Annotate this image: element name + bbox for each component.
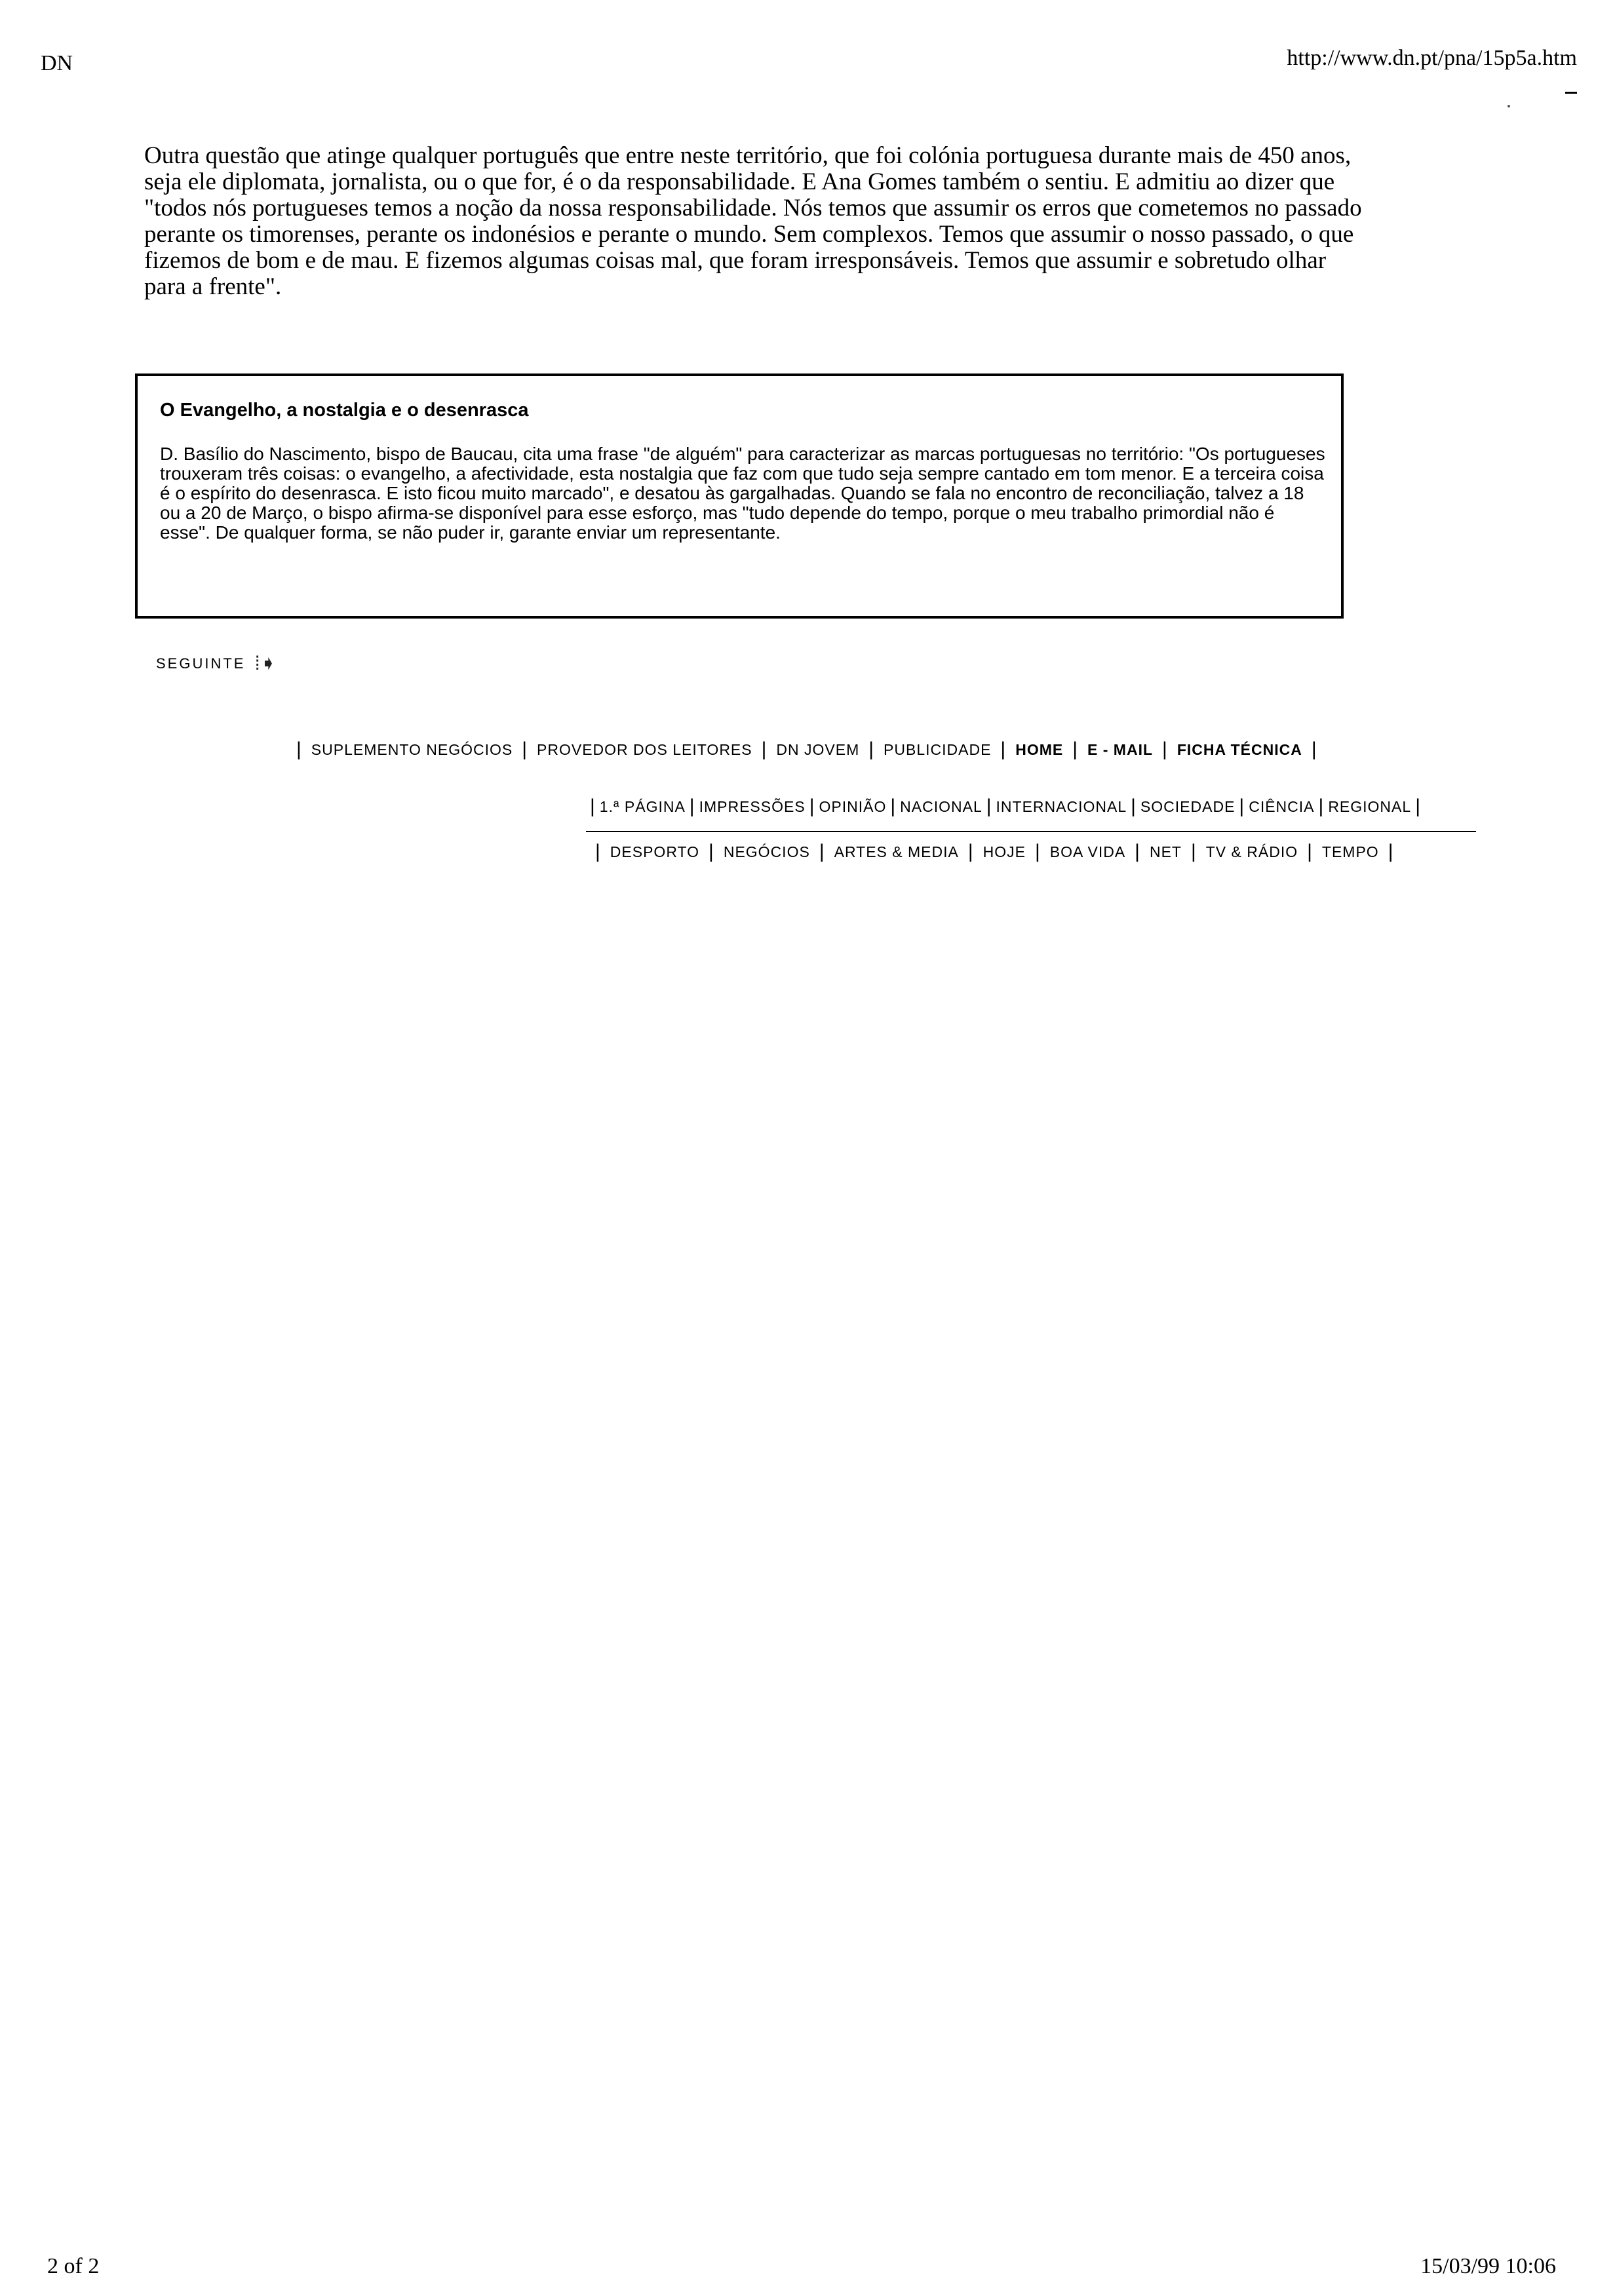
nav-link-row1-4[interactable]: HOME: [1015, 740, 1064, 758]
nav-divider: [586, 831, 1476, 832]
nav-link-row2-3[interactable]: NACIONAL: [900, 797, 983, 815]
nav-link-row2-1[interactable]: IMPRESSÕES: [699, 797, 806, 815]
nav-separator: |: [1311, 738, 1317, 760]
nav-separator: |: [590, 795, 596, 817]
nav-separator: |: [1000, 738, 1007, 760]
nav-separator: |: [967, 841, 974, 862]
nav-link-row3-2[interactable]: ARTES & MEDIA: [834, 843, 959, 860]
nav-separator: |: [1388, 841, 1394, 862]
sidebar-box: [135, 373, 1344, 619]
nav-row-sections-2: [586, 841, 1403, 863]
nav-separator: |: [1162, 738, 1168, 760]
nav-link-row1-5[interactable]: E - MAIL: [1087, 740, 1154, 758]
nav-link-row3-7[interactable]: TEMPO: [1321, 843, 1379, 860]
next-page-link[interactable]: [156, 652, 277, 675]
nav-link-row1-1[interactable]: PROVEDOR DOS LEITORES: [537, 740, 752, 758]
nav-link-row2-4[interactable]: INTERNACIONAL: [996, 797, 1127, 815]
next-page-label: SEGUINTE: [156, 655, 246, 672]
nav-link-row3-0[interactable]: DESPORTO: [610, 843, 700, 860]
nav-separator: |: [1135, 841, 1140, 862]
nav-row-services: [287, 738, 1327, 761]
print-header-site: DN: [41, 51, 73, 75]
nav-link-row2-2[interactable]: OPINIÃO: [819, 797, 887, 815]
scan-dot: [1508, 105, 1510, 107]
print-timestamp: 15/03/99 10:06: [1420, 2254, 1556, 2278]
sidebar-box-title: O Evangelho, a nostalgia e o desenrasca: [160, 400, 529, 421]
nav-link-row2-7[interactable]: REGIONAL: [1328, 797, 1412, 815]
nav-separator: |: [1239, 795, 1245, 817]
article-paragraph: Outra questão que atinge qualquer português que entre neste território, que foi colónia portuguesa durante mais de 450 anos, seja ele diplomata, jornalista, ou o que for, é o da responsabilidade. E Ana Gomes também o sentiu. E admitiu ao dizer que "todos nós portugueses temos a noção da nossa responsabilidade. Nós temos que assumir os erros que cometemos no passado perante os timorenses, perante os indonésios e perante o mundo. Sem complexos. Temos que assumir o nosso passado, o que fizemos de bom e de mau. E fizemos algumas coisas mal, que foram irresponsáveis. Temos que assumir e sobretudo olhar para a frente".: [144, 142, 1362, 300]
nav-link-row1-6[interactable]: FICHA TÉCNICA: [1177, 740, 1302, 758]
nav-separator: |: [890, 795, 897, 817]
nav-separator: |: [1190, 841, 1197, 862]
scan-mark: [1565, 92, 1577, 94]
nav-link-row1-0[interactable]: SUPLEMENTO NEGÓCIOS: [311, 740, 513, 758]
nav-link-row3-3[interactable]: HOJE: [983, 843, 1026, 860]
nav-separator: |: [809, 795, 815, 817]
print-header-url: http://www.dn.pt/pna/15p5a.htm: [1287, 46, 1577, 70]
nav-separator: |: [761, 738, 768, 760]
nav-separator: |: [522, 738, 528, 760]
nav-link-row2-0[interactable]: 1.ª PÁGINA: [599, 797, 686, 815]
nav-separator: |: [689, 795, 695, 817]
nav-separator: |: [986, 795, 992, 817]
nav-link-row1-3[interactable]: PUBLICIDADE: [884, 740, 992, 758]
nav-separator: |: [709, 841, 714, 862]
nav-separator: |: [296, 738, 302, 760]
nav-separator: |: [1131, 795, 1137, 817]
nav-separator: |: [1318, 795, 1325, 817]
print-page-number: 2 of 2: [47, 2254, 100, 2278]
nav-separator: |: [1072, 738, 1079, 760]
nav-separator: |: [819, 841, 825, 862]
nav-link-row2-5[interactable]: SOCIEDADE: [1140, 797, 1236, 815]
nav-separator: |: [1307, 841, 1313, 862]
sidebar-box-body: D. Basílio do Nascimento, bispo de Baucau, cita uma frase "de alguém" para caracterizar as marcas portuguesas no território: "Os portugueses trouxeram três coisas: o evangelho, a afectividade, esta nostalgia que faz com que tudo seja sempre cantado em tom menor. E a terceira coisa é o espírito do desenrasca. E isto ficou muito marcado", e desatou às gargalhadas. Quando se fala no encontro de reconciliação, talvez a 18 ou a 20 de Março, o bispo afirma-se disponível para esse esforço, mas "tudo depende do tempo, porque o meu trabalho primordial não é esse". De qualquer forma, se não puder ir, garante enviar um representante.: [160, 444, 1325, 543]
nav-row-sections: [586, 795, 1425, 818]
arrow-right-icon: ⁞➧: [254, 653, 277, 674]
nav-link-row3-6[interactable]: TV & RÁDIO: [1205, 843, 1298, 860]
nav-separator: |: [1034, 841, 1041, 862]
nav-link-row3-1[interactable]: NEGÓCIOS: [723, 843, 810, 860]
nav-separator: |: [595, 841, 601, 862]
nav-link-row3-4[interactable]: BOA VIDA: [1049, 843, 1126, 860]
nav-link-row2-6[interactable]: CIÊNCIA: [1249, 797, 1315, 815]
nav-separator: |: [868, 738, 875, 760]
nav-link-row3-5[interactable]: NET: [1149, 843, 1182, 860]
nav-link-row1-2[interactable]: DN JOVEM: [776, 740, 860, 758]
nav-separator: |: [1415, 795, 1421, 817]
